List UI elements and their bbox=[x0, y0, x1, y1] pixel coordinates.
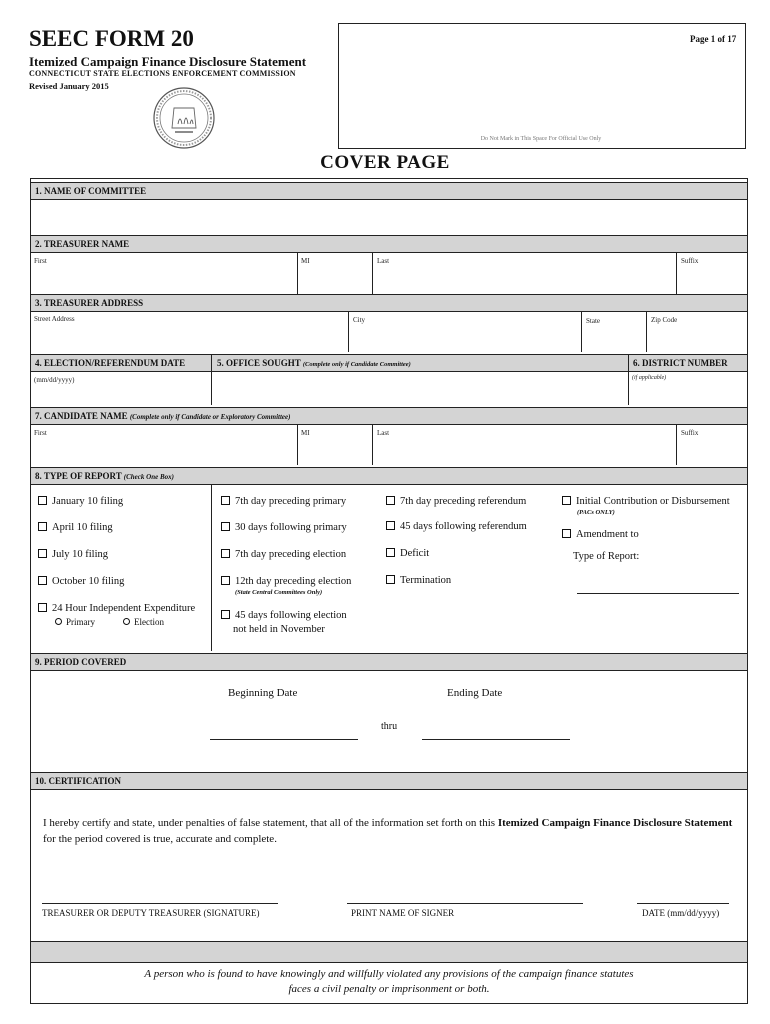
not-held-november-text: not held in November bbox=[233, 624, 325, 635]
section-1-header: 1. NAME OF COMMITTEE bbox=[31, 182, 747, 200]
committee-name-field[interactable] bbox=[31, 200, 747, 231]
beginning-date-field[interactable] bbox=[210, 739, 358, 740]
certification-statement: I hereby certify and state, under penalties of false statement, that all of the information set forth on this Itemized Campaign Finance Disclosure Statement for the period covered is true, accurate and complete. bbox=[43, 817, 733, 845]
print-name-label: PRINT NAME OF SIGNER bbox=[351, 908, 455, 918]
form-title: SEEC FORM 20 bbox=[29, 26, 194, 51]
checkbox-7th-preceding-election[interactable]: 7th day preceding election bbox=[221, 549, 346, 560]
section-9-header: 9. PERIOD COVERED bbox=[31, 653, 747, 671]
form-body bbox=[30, 178, 748, 1004]
thru-label: thru bbox=[381, 721, 398, 732]
candidate-first-label: First bbox=[34, 429, 47, 437]
cover-page-title: COVER PAGE bbox=[320, 152, 450, 173]
candidate-suffix-label: Suffix bbox=[681, 429, 699, 437]
candidate-last-label: Last bbox=[377, 429, 390, 437]
election-date-hint: (mm/dd/yyyy) bbox=[34, 376, 75, 384]
checkbox-7th-preceding-referendum[interactable]: 7th day preceding referendum bbox=[386, 496, 526, 507]
state-seal-icon bbox=[152, 86, 216, 150]
signature-field[interactable] bbox=[42, 903, 278, 904]
checkbox-april-10[interactable]: April 10 filing bbox=[38, 522, 113, 533]
signature-label: TREASURER OR DEPUTY TREASURER (SIGNATURE) bbox=[42, 908, 260, 918]
checkbox-45-following-referendum[interactable]: 45 days following referendum bbox=[386, 521, 527, 532]
date-label: DATE (mm/dd/yyyy) bbox=[642, 908, 720, 918]
state-central-note: (State Central Committees Only) bbox=[235, 589, 323, 596]
date-signed-field[interactable] bbox=[637, 903, 729, 904]
official-use-box bbox=[338, 23, 746, 149]
checkbox-october-10[interactable]: October 10 filing bbox=[38, 576, 124, 587]
penalty-notice: A person who is found to have knowingly and willfully violated any provisions of the campaign finance statutes faces a civil penalty or imprisonment or both. bbox=[144, 968, 634, 995]
section-3-header: 3. TREASURER ADDRESS bbox=[31, 294, 747, 312]
form-subtitle: Itemized Campaign Finance Disclosure Statement bbox=[29, 54, 307, 69]
checkbox-30-following-primary[interactable]: 30 days following primary bbox=[221, 522, 347, 533]
checkbox-amendment[interactable]: Amendment to bbox=[562, 529, 639, 540]
treasurer-mi-label: MI bbox=[301, 257, 310, 265]
footer-band bbox=[31, 941, 747, 963]
checkbox-24-hour-independent[interactable]: 24 Hour Independent Expenditure bbox=[38, 603, 195, 614]
district-number-heading: 6. DISTRICT NUMBER bbox=[633, 358, 728, 368]
zip-code-label: Zip Code bbox=[651, 316, 678, 324]
candidate-mi-label: MI bbox=[301, 429, 310, 437]
checkbox-initial-contribution[interactable]: Initial Contribution or Disbursement bbox=[562, 496, 730, 507]
state-label: State bbox=[586, 317, 600, 325]
treasurer-first-label: First bbox=[34, 257, 47, 265]
section-7-header: 7. CANDIDATE NAME (Complete only if Candidate or Exploratory Committee) bbox=[31, 407, 747, 425]
amendment-type-field[interactable] bbox=[577, 593, 739, 594]
election-date-heading: 4. ELECTION/REFERENDUM DATE bbox=[35, 358, 186, 368]
official-use-note: Do Not Mark in This Space For Official Use Only bbox=[480, 136, 602, 142]
checkbox-deficit[interactable]: Deficit bbox=[386, 548, 429, 559]
revision-date: Revised January 2015 bbox=[29, 81, 109, 91]
amendment-type-label: Type of Report: bbox=[573, 551, 640, 562]
ending-date-field[interactable] bbox=[422, 739, 570, 740]
agency-name: CONNECTICUT STATE ELECTIONS ENFORCEMENT COMMISSION bbox=[29, 69, 296, 78]
beginning-date-label: Beginning Date bbox=[228, 687, 298, 699]
street-address-label: Street Address bbox=[34, 315, 75, 323]
office-sought-heading: 5. OFFICE SOUGHT (Complete only if Candidate Committee) bbox=[217, 358, 411, 368]
radio-election[interactable]: Election bbox=[123, 617, 164, 627]
checkbox-7th-preceding-primary[interactable]: 7th day preceding primary bbox=[221, 496, 346, 507]
pacs-only-note: (PACs ONLY) bbox=[577, 509, 615, 516]
section-8-header: 8. TYPE OF REPORT (Check One Box) bbox=[31, 467, 747, 485]
page-number: Page 1 of 17 bbox=[690, 34, 737, 44]
checkbox-termination[interactable]: Termination bbox=[386, 575, 451, 586]
checkbox-july-10[interactable]: July 10 filing bbox=[38, 549, 108, 560]
checkbox-12th-preceding-election[interactable]: 12th day preceding election bbox=[221, 576, 351, 587]
section-10-header: 10. CERTIFICATION bbox=[31, 772, 747, 790]
city-label: City bbox=[353, 316, 366, 324]
print-name-field[interactable] bbox=[347, 903, 583, 904]
section-2-header: 2. TREASURER NAME bbox=[31, 235, 747, 253]
radio-primary[interactable]: Primary bbox=[55, 617, 95, 627]
treasurer-last-label: Last bbox=[377, 257, 390, 265]
ending-date-label: Ending Date bbox=[447, 687, 503, 699]
checkbox-january-10[interactable]: January 10 filing bbox=[38, 496, 123, 507]
treasurer-suffix-label: Suffix bbox=[681, 257, 699, 265]
district-number-hint: (if applicable) bbox=[632, 375, 667, 381]
checkbox-45-following-election[interactable]: 45 days following election bbox=[221, 610, 347, 621]
